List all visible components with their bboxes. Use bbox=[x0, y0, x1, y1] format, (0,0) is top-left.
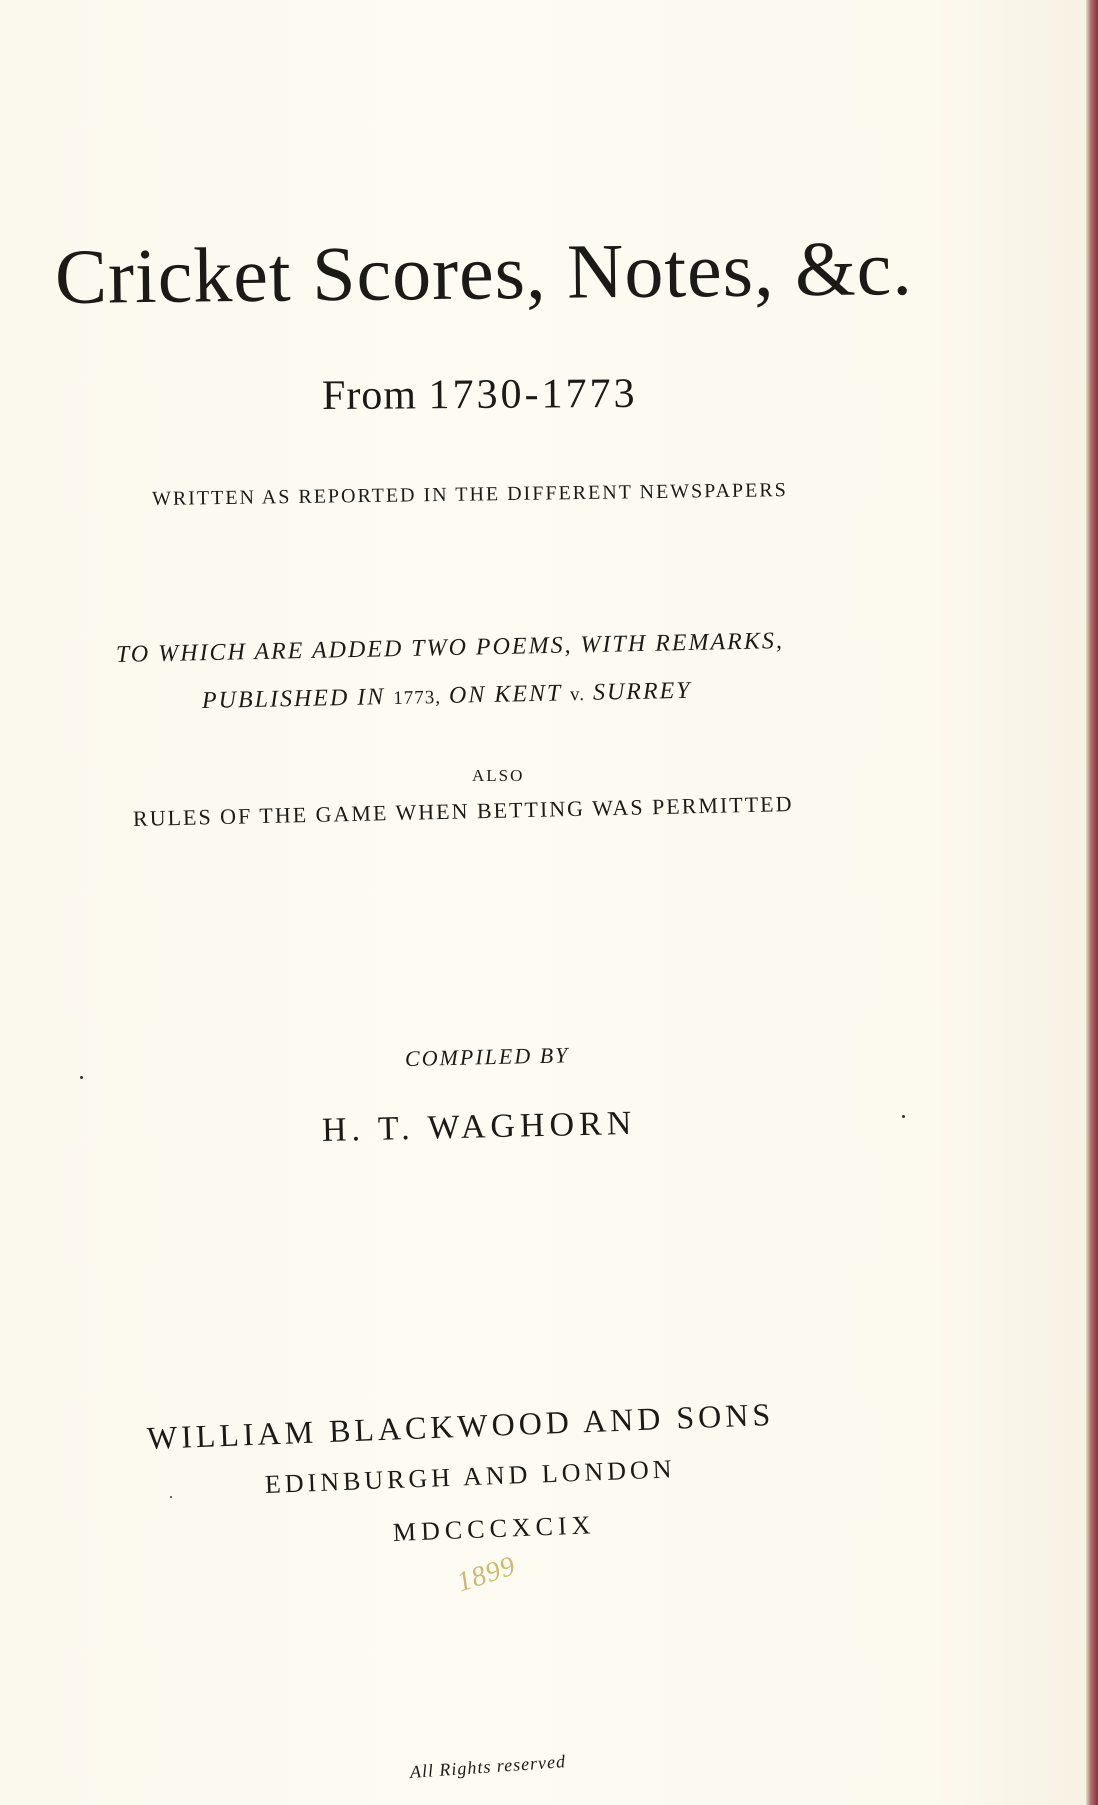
rights-notice: All Rights reserved bbox=[409, 1751, 567, 1782]
rules-line: RULES OF THE GAME WHEN BETTING WAS PERMITTED bbox=[132, 791, 794, 831]
versus-text: v. bbox=[569, 683, 586, 706]
date-range-line bbox=[322, 370, 638, 420]
published-year: 1773, bbox=[393, 686, 442, 709]
book-spine-edge bbox=[1086, 0, 1098, 1805]
subtitle: WRITTEN AS REPORTED IN THE DIFFERENT NEWSPAPERS bbox=[151, 479, 788, 510]
surrey-text: SURREY bbox=[592, 677, 692, 706]
paper-speck bbox=[902, 1115, 905, 1118]
paper-speck bbox=[170, 1496, 172, 1498]
publisher-cities: EDINBURGH AND LONDON bbox=[264, 1454, 677, 1499]
poems-line-1: TO WHICH ARE ADDED TWO POEMS, WITH REMARKS, bbox=[115, 628, 785, 668]
author-name: H. T. WAGHORN bbox=[321, 1104, 637, 1149]
compiled-by-text: COMPILED BY bbox=[404, 1042, 570, 1071]
date-range: 1730-1773 bbox=[428, 370, 638, 419]
paper-speck bbox=[80, 1076, 83, 1079]
publication-year-numeral: MDCCCXCIX bbox=[392, 1510, 596, 1547]
poems-line-2 bbox=[202, 678, 692, 715]
also-text: ALSO bbox=[472, 766, 525, 785]
book-title: Cricket Scores, Notes, &c. bbox=[54, 224, 914, 320]
kent-text: ON KENT bbox=[448, 680, 563, 709]
date-prefix: From bbox=[321, 372, 418, 419]
pencil-annotation: 1899 bbox=[453, 1550, 520, 1599]
published-in-text: PUBLISHED IN bbox=[201, 684, 386, 714]
publisher-name: WILLIAM BLACKWOOD AND SONS bbox=[146, 1395, 775, 1456]
